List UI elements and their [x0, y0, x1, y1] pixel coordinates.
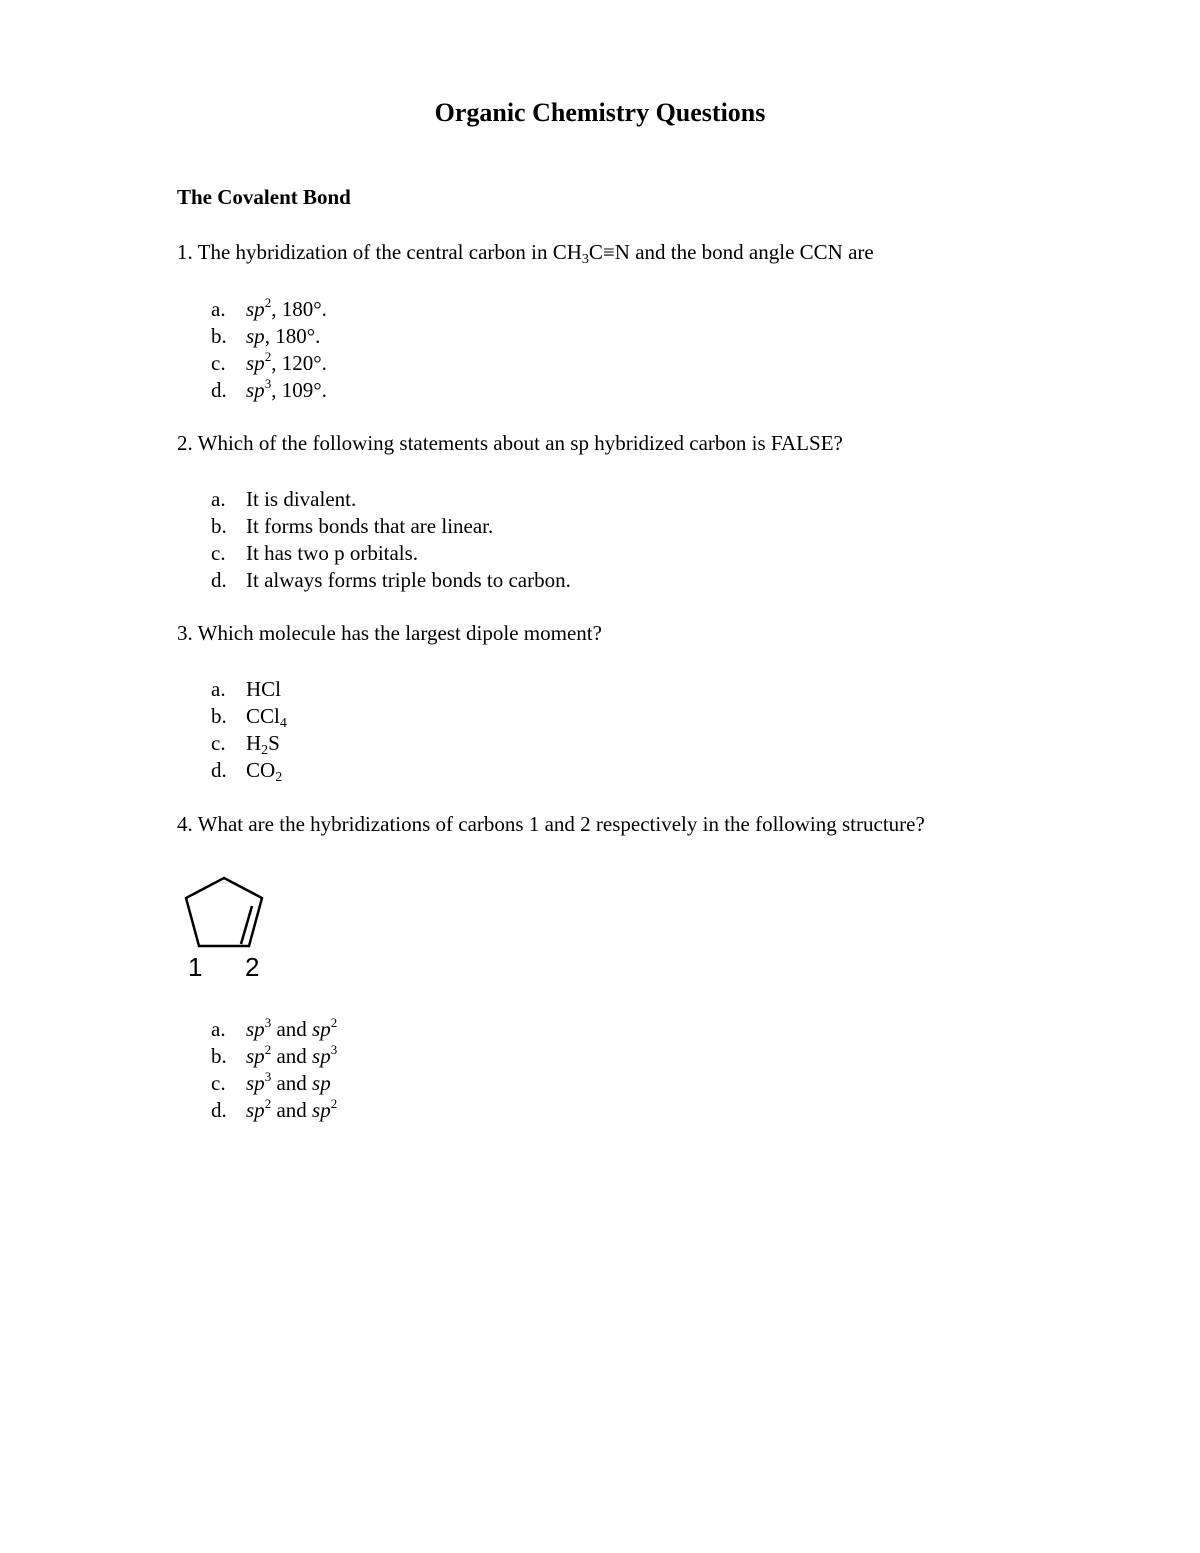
page-title: Organic Chemistry Questions	[434, 98, 766, 127]
question-number: 1.	[177, 240, 193, 264]
option-b: b. $sp^2$ and $sp^3$	[211, 1042, 338, 1068]
section-heading: The Covalent Bond	[177, 185, 351, 209]
question-2	[177, 431, 843, 456]
question-2-options	[211, 486, 571, 594]
question-3	[177, 621, 602, 646]
question-text: Which molecule has the largest dipole moment?	[197, 621, 602, 645]
question-number: 3.	[177, 621, 193, 645]
option-d: d. $sp^3$, 109°.	[211, 376, 327, 402]
cyclopentene-ring	[180, 872, 275, 952]
option-c: c. $H_2S$	[211, 731, 280, 758]
question-4-options	[211, 1016, 337, 1124]
question-1	[177, 240, 874, 265]
option-c: c. $sp^3$ and sp	[211, 1069, 331, 1095]
option-d: d. $CO_2$	[211, 758, 283, 785]
question-4	[177, 812, 925, 837]
option-b: b. CCl$_4$	[211, 704, 287, 731]
option-a: a. $sp^2$, 180°.	[211, 295, 327, 321]
option-c: c. $sp^2$, 120°.	[211, 349, 327, 375]
question-number: 2.	[177, 431, 193, 455]
option-d: d. $sp^2$ and $sp^2$	[211, 1096, 338, 1122]
question-3-options	[211, 676, 287, 784]
question-text: The hybridization of the central carbon in $CH_3C\equiv N$ and the bond angle CCN are	[197, 240, 874, 267]
option-a: a. $sp^3$ and $sp^2$	[211, 1015, 338, 1041]
option-b: b. It forms bonds that are linear.	[211, 514, 494, 538]
question-number: 4.	[177, 812, 193, 836]
option-a: a. It is divalent.	[211, 487, 357, 511]
option-c: c. It has two p orbitals.	[211, 541, 419, 565]
cyclopentene-structure	[180, 872, 275, 982]
option-b: b. sp, 180°.	[211, 324, 321, 348]
option-d: d. It always forms triple bonds to carbon.	[211, 568, 571, 592]
carbon-label-1: 1	[188, 952, 203, 982]
question-1-options	[211, 296, 327, 404]
option-a: a. HCl	[211, 677, 282, 701]
question-text: What are the hybridizations of carbons 1 and 2 respectively in the following structure?	[197, 812, 925, 836]
carbon-label-2: 2	[245, 952, 260, 982]
question-text: Which of the following statements about an sp hybridized carbon is FALSE?	[197, 431, 843, 455]
